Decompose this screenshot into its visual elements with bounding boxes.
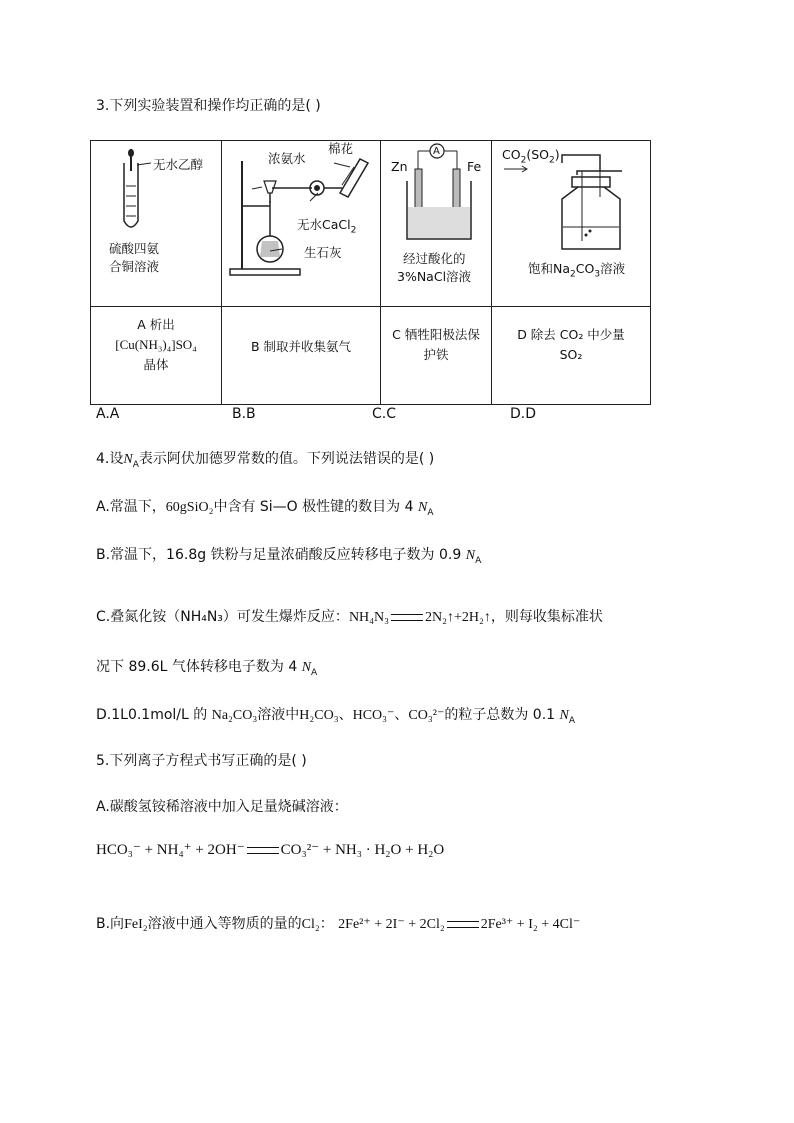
caption-d-line2: SO₂	[559, 347, 583, 362]
caption-c	[381, 307, 492, 405]
q5-option-a-equation: HCO₃⁻ + NH₄⁺ + 2OH⁻ CO₃²⁻ + NH₃ · H₂O + H₂O	[96, 842, 445, 858]
caption-a-line3: 晶体	[143, 357, 169, 372]
q3-choice-c[interactable]: C.C	[372, 406, 397, 422]
fig-b-label-cacl2: 无水CaCl$_2$	[297, 217, 357, 236]
q3-stem: 3.下列实验装置和操作均正确的是( )	[96, 98, 321, 114]
q4-option-a[interactable]: A.常温下，60gSiO₂中含有 Si—O 极性键的数目为 4 $N_A$	[96, 499, 434, 518]
q3-choice-d[interactable]: D.D	[510, 406, 537, 422]
caption-b: B 制取并收集氨气	[222, 307, 381, 405]
figure-a	[91, 141, 221, 306]
figure-d	[492, 141, 650, 306]
q5-option-b[interactable]: B.向FeI₂溶液中通入等物质的量的Cl₂： 2Fe²⁺ + 2I⁻ + 2Cl₂ 2Fe³⁺ + I₂ + 4Cl⁻	[96, 916, 581, 932]
fig-c-label-fe: Fe	[467, 159, 482, 174]
figure-b-cell	[222, 141, 381, 307]
q4-option-b[interactable]: B.常温下，16.8g 铁粉与足量浓硝酸反应转移电子数为 0.9 $N_A$	[96, 547, 482, 566]
equals-sign	[447, 921, 479, 928]
fig-a-label-sol2: 合铜溶液	[109, 259, 160, 274]
figure-d-cell	[492, 141, 651, 307]
fig-b-label-cotton: 棉花	[328, 141, 354, 156]
fig-b-label-quicklime: 生石灰	[304, 245, 342, 260]
fig-a-label-ethanol: 无水乙醇	[153, 157, 204, 172]
q3-choice-b[interactable]: B.B	[232, 406, 256, 422]
caption-a	[91, 307, 222, 405]
fig-c-label-sol1: 经过酸化的	[403, 251, 466, 266]
q5-option-a[interactable]: A.碳酸氢铵稀溶液中加入足量烧碱溶液：	[96, 799, 348, 815]
q4-stem: 4.设$N_A$表示阿伏加德罗常数的值。下列说法错误的是( )	[96, 451, 435, 470]
figure-a-cell	[91, 141, 222, 307]
fig-b-label-ammonia: 浓氨水	[268, 151, 306, 166]
figure-b	[222, 141, 380, 306]
figure-c-cell	[381, 141, 492, 307]
ammeter-label: A	[433, 146, 440, 157]
fig-d-label-gas: $CO_2(SO_2)$	[502, 147, 560, 166]
caption-a-line1: A 析出	[137, 317, 175, 332]
fig-d-label-solution: 饱和$Na_2CO_3$溶液	[528, 261, 626, 280]
q3-choice-a[interactable]: A.A	[96, 406, 120, 422]
caption-d-line1: D 除去 CO₂ 中少量	[517, 327, 625, 342]
caption-c-line1: C 牺牲阳极法保	[392, 327, 480, 342]
caption-c-line2: 护铁	[423, 347, 449, 362]
fig-a-label-sol1: 硫酸四氨	[109, 241, 160, 256]
q5-stem: 5.下列离子方程式书写正确的是( )	[96, 753, 307, 769]
experiment-table	[90, 140, 651, 405]
caption-d	[492, 307, 651, 405]
fig-c-label-sol2: 3%NaCl溶液	[397, 269, 472, 284]
q4-option-c[interactable]: C.叠氮化铵（NH₄N₃）可发生爆炸反应：NH₄N₃ 2N₂↑+2H₂↑，则每收集标准状	[96, 609, 603, 625]
fig-c-label-zn: Zn	[391, 159, 408, 174]
figure-c	[381, 141, 491, 306]
q4-option-d[interactable]: D.1L0.1mol/L 的 Na₂CO₃溶液中H₂CO₃、HCO₃⁻、CO₃²⁻的粒子总数为 0.1 $N_A$	[96, 707, 576, 726]
q4-option-c-cont: 况下 89.6L 气体转移电子数为 4 $N_A$	[96, 659, 318, 678]
equals-sign	[391, 614, 423, 621]
equals-sign	[247, 847, 279, 854]
caption-a-formula: [Cu(NH₃)₄]SO₄	[115, 337, 197, 352]
